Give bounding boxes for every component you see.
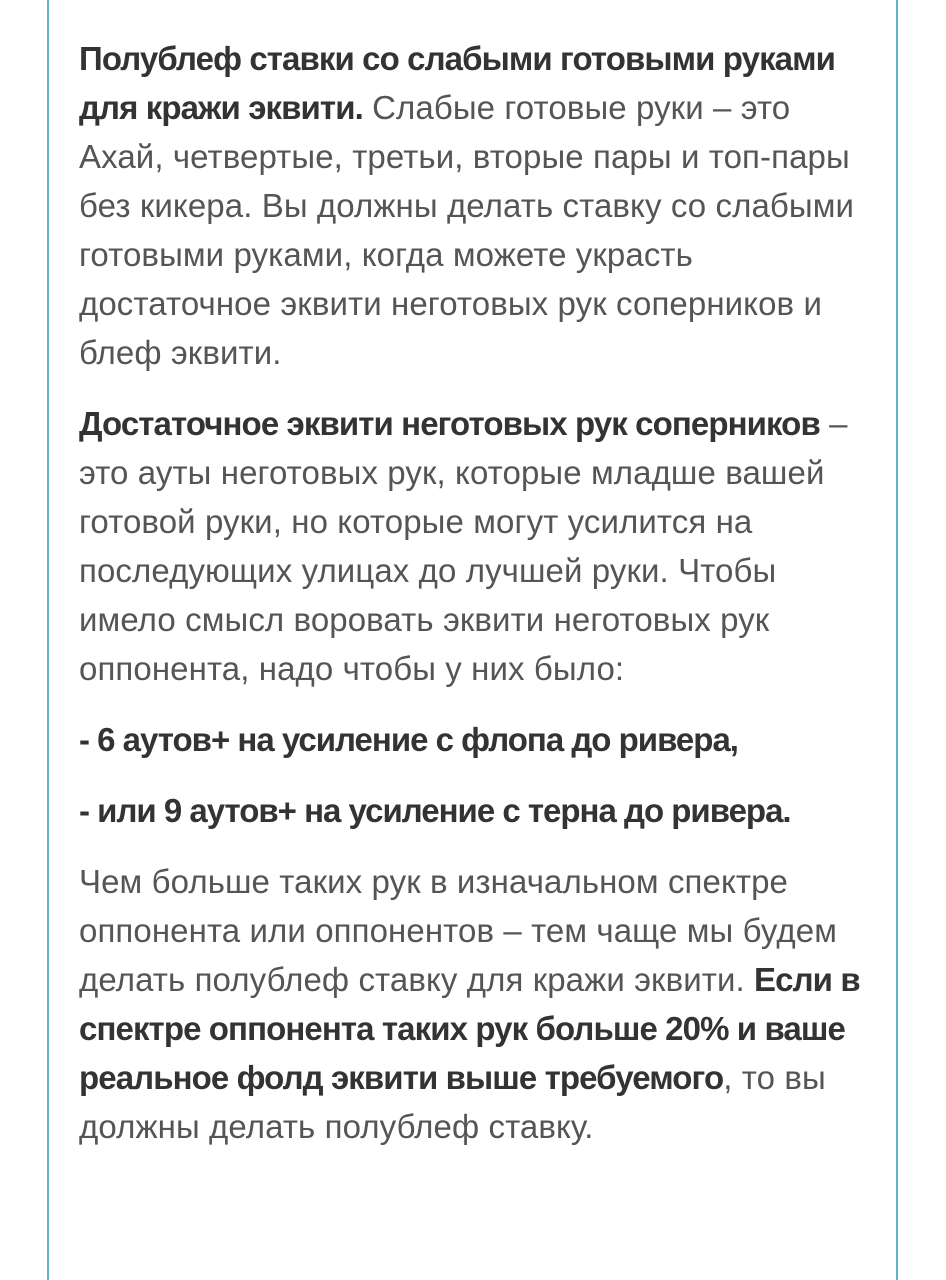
paragraph-heading: Достаточное эквити неготовых рук соперников [79, 405, 820, 442]
condition-flop [79, 715, 879, 764]
paragraph-heading: Полублеф ставки со слабыми готовыми руками для кражи эквити. [79, 40, 836, 126]
paragraph-equity [79, 399, 879, 693]
paragraph-text: – это ауты неготовых рук, которые младше вашей готовой руки, но которые могут усилится на последующих улицах до лучшей руки. Чтобы имело смысл воровать эквити неготовых рук оппонента, надо чтобы у них было: [79, 405, 848, 687]
condition-text: - или 9 аутов+ на усиление с терна до ривера. [79, 792, 791, 829]
paragraph-conclusion [79, 857, 879, 1151]
article-body [79, 34, 879, 1173]
paragraph-weak-hands [79, 34, 879, 377]
paragraph-highlight: Если в спектре оппонента таких рук больше 20% и ваше реальное фолд эквити выше требуемого [79, 961, 860, 1096]
paragraph-text: Чем больше таких рук в изначальном спектре оппонента или оппонентов – тем чаще мы будем делать полублеф ставку для кражи эквити. [79, 863, 838, 998]
paragraph-text: Слабые готовые руки – это Ахай, четвертые, третьи, вторые пары и топ-пары без кикера. Вы должны делать ставку со слабыми готовыми руками, когда можете украсть достаточное эквити неготовых рук соперников и блеф эквити. [79, 89, 855, 371]
condition-turn [79, 786, 879, 835]
paragraph-text-end: , то вы должны делать полублеф ставку. [79, 1059, 826, 1145]
condition-text: - 6 аутов+ на усиление с флопа до ривера, [79, 721, 738, 758]
